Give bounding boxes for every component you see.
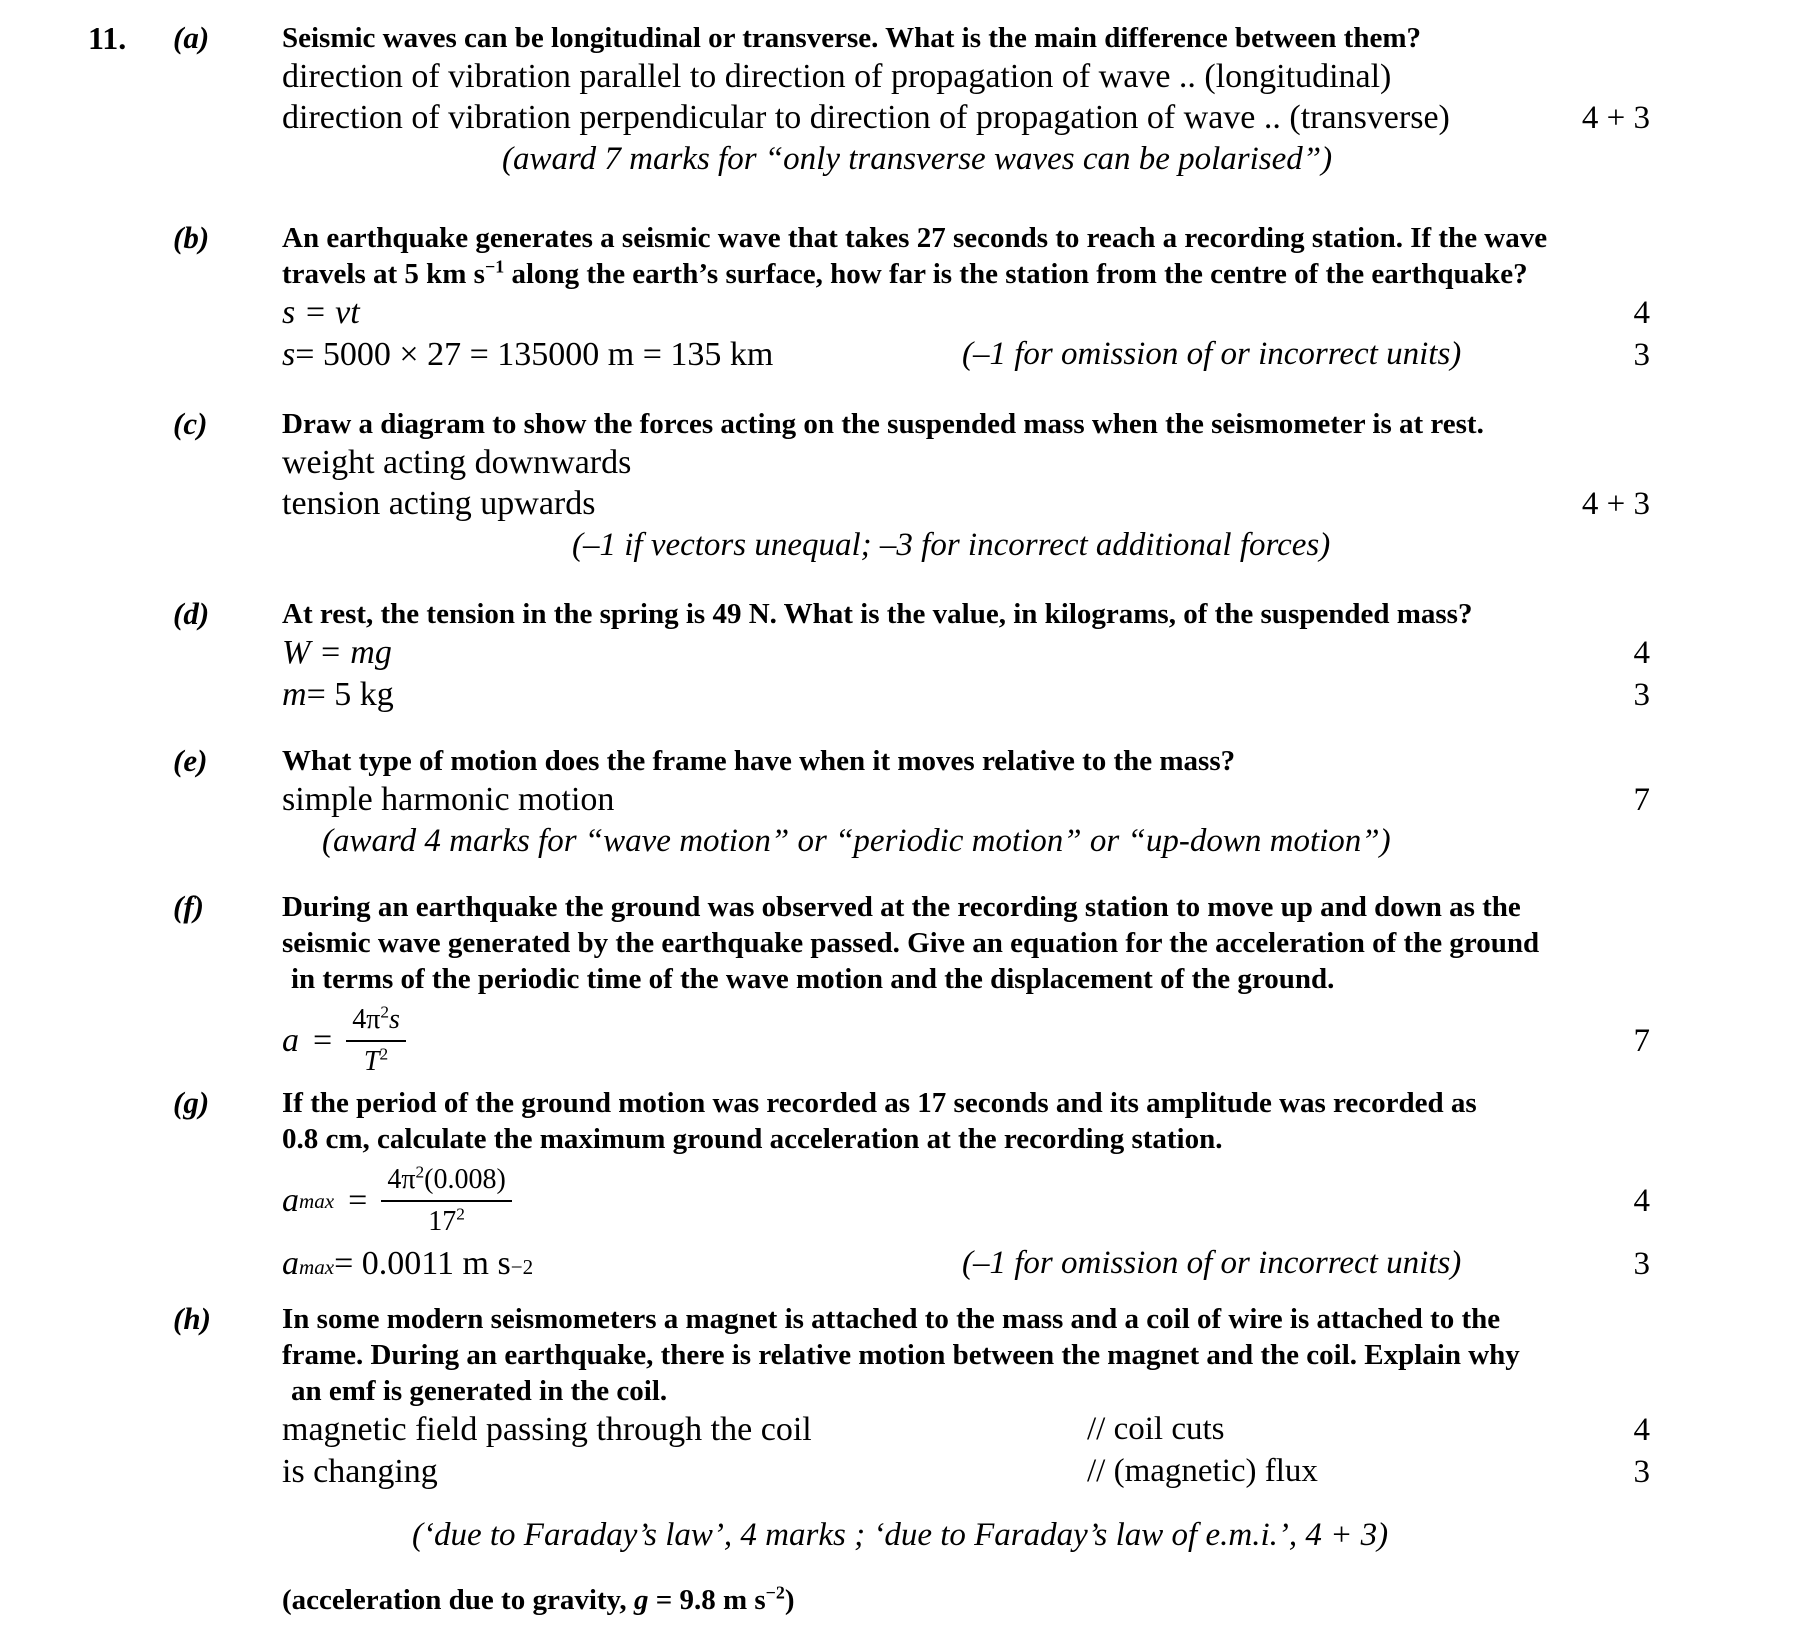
question-number: 11. bbox=[88, 20, 127, 56]
part-f-question-line-1: During an earthquake the ground was observed at the recording station to move up and down as the bbox=[282, 891, 1521, 923]
part-g bbox=[0, 1085, 1818, 1285]
superscript: 2 bbox=[415, 1162, 425, 1182]
gutter-c bbox=[0, 406, 282, 566]
answer-text: direction of vibration perpendicular to direction of propagation of wave .. (transverse) bbox=[282, 99, 1450, 136]
part-f-question-line-3: in terms of the periodic time of the wave motion and the displacement of the ground. bbox=[291, 963, 1335, 995]
mark-value: 3 bbox=[1633, 677, 1650, 713]
fraction-numerator bbox=[381, 1163, 511, 1202]
mark-value: 7 bbox=[1633, 1022, 1650, 1059]
mark-value: 4 bbox=[1633, 635, 1650, 671]
numerator-coefficient: 4π bbox=[352, 1004, 381, 1035]
part-f bbox=[0, 889, 1818, 1083]
part-h-question-line-2: frame. During an earthquake, there is relative motion between the magnet and the coil. Explain why bbox=[282, 1339, 1520, 1371]
answer-text: weight acting downwards bbox=[282, 444, 632, 481]
equals-sign: = bbox=[313, 1022, 333, 1059]
examiner-note: (award 4 marks for “wave motion” or “periodic motion” or “up-down motion”) bbox=[322, 823, 1391, 859]
part-b-answer-2 bbox=[282, 334, 1818, 376]
part-e-content bbox=[282, 743, 1818, 862]
part-c-label: (c) bbox=[173, 406, 208, 441]
mark-value: 4 bbox=[1633, 295, 1650, 331]
fraction bbox=[346, 1003, 406, 1079]
fraction-numerator bbox=[346, 1003, 406, 1042]
part-g-content bbox=[282, 1085, 1818, 1285]
part-b-content bbox=[282, 220, 1818, 376]
variable: s bbox=[282, 336, 296, 373]
part-f-equation bbox=[282, 1003, 1818, 1079]
part-f-question-line-2: seismic wave generated by the earthquake passed. Give an equation for the acceleration of the ground bbox=[282, 927, 1540, 959]
part-d-content bbox=[282, 596, 1818, 716]
part-d-answer-2 bbox=[282, 674, 1818, 716]
mark-value: 4 bbox=[1633, 1182, 1650, 1219]
part-d-label: (d) bbox=[173, 596, 210, 631]
part-d-answer-1 bbox=[282, 632, 1818, 674]
equation-text: = 5000 × 27 = 135000 m = 135 km bbox=[295, 336, 774, 373]
part-b-question-line-2 bbox=[282, 256, 1818, 292]
part-a-answer-2 bbox=[282, 97, 1818, 139]
fraction-denominator bbox=[381, 1202, 511, 1239]
part-g-answer-2: a max = 0.0011 m s −2 (–1 for omission of or incorrect units) 3 bbox=[282, 1243, 1818, 1285]
mark-value: 7 bbox=[1633, 782, 1650, 818]
variable: m bbox=[282, 676, 307, 713]
note-text: (acceleration due to gravity, bbox=[282, 1584, 634, 1616]
gutter-b bbox=[0, 220, 282, 376]
part-g-label: (g) bbox=[173, 1085, 210, 1120]
superscript: −2 bbox=[765, 1582, 785, 1603]
part-g-question-line-1: If the period of the ground motion was recorded as 17 seconds and its amplitude was recorded as bbox=[282, 1087, 1477, 1119]
answer-text: tension acting upwards bbox=[282, 485, 596, 522]
note-text: = 9.8 m s bbox=[648, 1584, 766, 1616]
note-text: ) bbox=[784, 1584, 795, 1616]
part-h-label: (h) bbox=[173, 1301, 211, 1336]
part-e-question: What type of motion does the frame have when it moves relative to the mass? bbox=[282, 745, 1236, 777]
part-d-question: At rest, the tension in the spring is 49 N. What is the value, in kilograms, of the suspended mass? bbox=[282, 598, 1473, 630]
gutter-h bbox=[0, 1301, 282, 1493]
part-h-answer-2 bbox=[282, 1451, 1818, 1493]
part-c bbox=[0, 406, 1818, 566]
part-a-label: (a) bbox=[173, 20, 210, 55]
examiner-note: (–1 if vectors unequal; –3 for incorrect additional forces) bbox=[572, 527, 1331, 563]
question-text: travels at 5 km s bbox=[282, 258, 485, 290]
mark-value: 4 + 3 bbox=[1581, 100, 1650, 136]
part-h bbox=[0, 1301, 1818, 1493]
part-h-content bbox=[282, 1301, 1818, 1493]
variable: T bbox=[363, 1046, 380, 1077]
variable: a bbox=[282, 1182, 299, 1219]
equation-text: W = mg bbox=[282, 634, 392, 671]
examiner-note: (–1 for omission of or incorrect units) bbox=[962, 1245, 1462, 1281]
part-a bbox=[0, 20, 1818, 180]
examiner-note: (–1 for omission of or incorrect units) bbox=[962, 336, 1462, 372]
part-f-label: (f) bbox=[173, 889, 204, 924]
mark-value: 3 bbox=[1633, 1454, 1650, 1490]
part-d bbox=[0, 596, 1818, 716]
part-h-question-line-1: In some modern seismometers a magnet is attached to the mass and a coil of wire is attached to the bbox=[282, 1303, 1501, 1335]
part-c-question: Draw a diagram to show the forces acting on the suspended mass when the seismometer is at rest. bbox=[282, 408, 1484, 440]
numerator-coefficient: 4π bbox=[387, 1164, 416, 1195]
part-b-label: (b) bbox=[173, 220, 210, 255]
equation-text: s = vt bbox=[282, 294, 360, 331]
gutter-e bbox=[0, 743, 282, 862]
part-g-equation-1: a max = $\frac{4\pi^2(0.008)}{17^2}$ 4 bbox=[282, 1162, 1650, 1237]
part-g-question-line-2: 0.8 cm, calculate the maximum ground acceleration at the recording station. bbox=[282, 1123, 1223, 1155]
part-h-answer-1 bbox=[282, 1409, 1818, 1451]
superscript: 2 bbox=[380, 1002, 390, 1022]
fraction bbox=[381, 1163, 511, 1239]
part-h-question-line-3: an emf is generated in the coil. bbox=[291, 1375, 668, 1407]
variable: g bbox=[633, 1584, 649, 1616]
superscript: −1 bbox=[484, 256, 505, 277]
part-b bbox=[0, 220, 1818, 376]
mark-value: 4 + 3 bbox=[1581, 486, 1650, 522]
equation-text: = 0.0011 m s bbox=[334, 1245, 511, 1282]
variable: a bbox=[282, 1022, 299, 1059]
part-a-answer-1 bbox=[282, 56, 1818, 97]
gutter-d bbox=[0, 596, 282, 716]
alternative-answer: // (magnetic) flux bbox=[1087, 1453, 1318, 1489]
part-c-content bbox=[282, 406, 1818, 566]
part-c-answer-2 bbox=[282, 483, 1818, 525]
gutter-g bbox=[0, 1085, 282, 1285]
part-e bbox=[0, 743, 1818, 862]
variable: s bbox=[389, 1004, 400, 1035]
examiner-note: (award 7 marks for “only transverse waves can be polarised”) bbox=[502, 141, 1333, 177]
superscript: 2 bbox=[456, 1204, 465, 1224]
part-c-answer-1 bbox=[282, 442, 1818, 483]
part-b-answer-1 bbox=[282, 292, 1818, 334]
equation-text: = 5 kg bbox=[306, 676, 394, 713]
gutter-a bbox=[0, 20, 282, 180]
alternative-answer: // coil cuts bbox=[1087, 1411, 1225, 1447]
mark-value: 3 bbox=[1633, 337, 1650, 373]
question-text: along the earth’s surface, how far is the station from the centre of the earthquake? bbox=[504, 258, 1528, 290]
part-a-question: Seismic waves can be longitudinal or transverse. What is the main difference between them? bbox=[282, 22, 1421, 54]
answer-text: magnetic field passing through the coil bbox=[282, 1411, 812, 1448]
equals-sign: = bbox=[348, 1182, 368, 1219]
answer-text: is changing bbox=[282, 1453, 438, 1490]
mark-value: 3 bbox=[1633, 1246, 1650, 1282]
part-e-answer-1 bbox=[282, 779, 1818, 821]
part-e-label: (e) bbox=[173, 743, 208, 778]
denominator-value: 17 bbox=[428, 1206, 457, 1237]
gravity-constant-note bbox=[0, 1580, 1818, 1621]
part-f-content bbox=[282, 889, 1818, 1083]
part-a-content bbox=[282, 20, 1818, 180]
variable: a bbox=[282, 1245, 299, 1282]
mark-value: 4 bbox=[1633, 1412, 1650, 1448]
answer-text: direction of vibration parallel to direction of propagation of wave .. (longitudinal) bbox=[282, 58, 1392, 95]
answer-text: simple harmonic motion bbox=[282, 781, 615, 818]
fraction-denominator bbox=[346, 1042, 406, 1079]
examiner-note-faraday: (‘due to Faraday’s law’, 4 marks ; ‘due to Faraday’s law of e.m.i.’, 4 + 3) bbox=[412, 1517, 1389, 1553]
numerator-value: (0.008) bbox=[424, 1164, 506, 1195]
superscript: 2 bbox=[379, 1044, 389, 1064]
part-b-question-line-1: An earthquake generates a seismic wave that takes 27 seconds to reach a recording station. If the wave bbox=[282, 222, 1548, 254]
gutter-f bbox=[0, 889, 282, 1083]
